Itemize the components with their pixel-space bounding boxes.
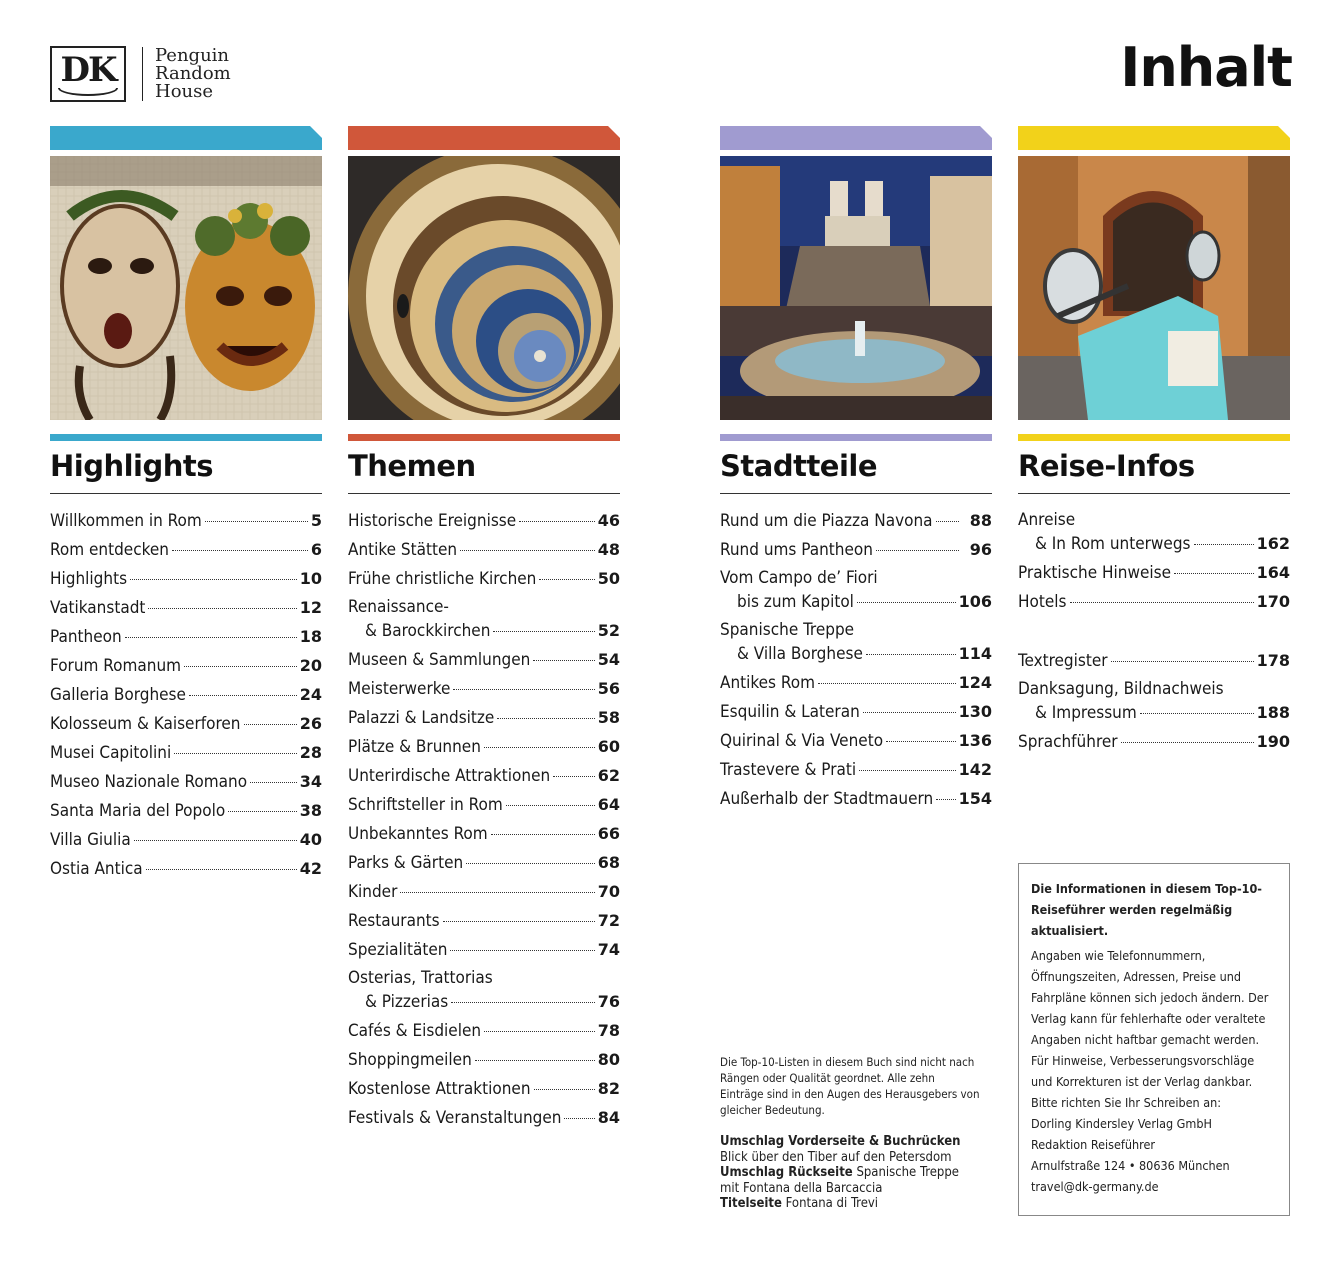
toc-entry[interactable]: [348, 906, 620, 935]
toc-entry-title: Sprachführer: [1018, 731, 1118, 752]
dot-leader: [184, 666, 297, 667]
dot-leader: [519, 521, 595, 522]
toc-page-number: 42: [299, 858, 322, 878]
dot-leader: [886, 741, 956, 742]
toc-page-number: 96: [969, 539, 992, 559]
dot-leader: [866, 654, 956, 655]
toc-entry[interactable]: [50, 767, 322, 796]
toc-entry[interactable]: [50, 564, 322, 593]
toc-page-number: 46: [597, 510, 620, 530]
toc-entry[interactable]: [50, 854, 322, 883]
dot-leader: [497, 718, 594, 719]
toc-entry[interactable]: [348, 1103, 620, 1132]
page-title: Inhalt: [1120, 36, 1292, 99]
toc-entry[interactable]: [348, 732, 620, 761]
toc-entry-title: Shoppingmeilen: [348, 1049, 472, 1070]
toc-page-number: 38: [299, 800, 322, 820]
spiral-staircase-image: [348, 156, 620, 420]
toc-entry-title-line: Anreise: [1018, 509, 1076, 530]
dot-leader: [1121, 742, 1254, 743]
section-underline: [50, 434, 322, 441]
dot-leader: [857, 602, 956, 603]
publisher-line: House: [155, 81, 214, 102]
toc-entry-title: Rund um die Piazza Navona: [720, 510, 933, 531]
toc-entry-title: Trastevere & Prati: [720, 759, 857, 780]
dk-book-logo-icon: [50, 46, 126, 102]
dot-leader: [863, 712, 956, 713]
toc-page-number: 68: [597, 852, 620, 872]
toc-entry-title-line: Osterias, Trattorias: [348, 967, 493, 988]
toc-page-number: 88: [969, 510, 992, 530]
info-lead: Die Informationen in diesem Top-10-Reiseführer werden regelmäßig aktualisiert.: [1031, 881, 1262, 938]
toc-page-number: 48: [597, 539, 620, 559]
toc-entry[interactable]: [348, 848, 620, 877]
dot-leader: [491, 834, 595, 835]
toc-page-number: 66: [597, 823, 620, 843]
toc-entry-title: Willkommen in Rom: [50, 510, 202, 531]
section-themen: [348, 126, 620, 1132]
toc-entry[interactable]: [50, 796, 322, 825]
credit-text: Fontana di Trevi: [785, 1196, 879, 1211]
section-tab: [50, 126, 322, 150]
dot-leader: [205, 521, 308, 522]
dot-leader: [1174, 573, 1254, 574]
dot-leader: [466, 863, 595, 864]
toc-entry[interactable]: [348, 703, 620, 732]
toc-page-number: 12: [299, 597, 322, 617]
toc-entry[interactable]: [50, 825, 322, 854]
vespa-scooter-image: [1018, 156, 1290, 420]
toc-entry-title: Plätze & Brunnen: [348, 736, 481, 757]
section-title: Stadtteile: [720, 449, 878, 483]
toc-page-number: 18: [299, 626, 322, 646]
toc-page-number: 62: [597, 765, 620, 785]
credit-label: Umschlag Vorderseite & Buchrücken: [720, 1134, 961, 1149]
toc-entry-title: Meisterwerke: [348, 678, 451, 699]
dk-logo: [50, 46, 231, 102]
dot-leader: [148, 608, 296, 609]
section-tab: [720, 126, 992, 150]
toc-page-number: 10: [299, 568, 322, 588]
toc-entry[interactable]: [1018, 727, 1290, 756]
dot-leader: [1070, 602, 1254, 603]
toc-entry-title: Außerhalb der Stadtmauern: [720, 788, 934, 809]
dot-leader: [451, 1002, 595, 1003]
toc-list: [1018, 506, 1290, 756]
toc-entry[interactable]: [1018, 587, 1290, 616]
toc-page-number: 52: [597, 620, 620, 640]
toc-entry-title: Museen & Sammlungen: [348, 649, 531, 670]
dot-leader: [564, 1118, 594, 1119]
toc-entry-title: Frühe christliche Kirchen: [348, 568, 537, 589]
toc-entry-title: bis zum Kapitol: [737, 591, 854, 612]
toc-page-number: 82: [597, 1078, 620, 1098]
toc-entry[interactable]: [348, 877, 620, 906]
toc-page-number: 190: [1256, 731, 1290, 751]
toc-entry-title: & Impressum: [1035, 702, 1137, 723]
toc-entry[interactable]: [348, 535, 620, 564]
dk-letters: DK: [60, 50, 116, 90]
toc-page-number: 50: [597, 568, 620, 588]
credit-label: Titelseite: [720, 1196, 782, 1211]
section-highlights: [50, 126, 322, 883]
dot-leader: [484, 1031, 595, 1032]
dot-leader: [936, 799, 955, 800]
toc-entry[interactable]: [720, 564, 992, 616]
dot-leader: [484, 747, 595, 748]
toc-page-number: 74: [597, 939, 620, 959]
dot-leader: [460, 550, 595, 551]
toc-entry[interactable]: [1018, 675, 1290, 727]
dot-leader: [1140, 713, 1254, 714]
section-title: Reise-Infos: [1018, 449, 1195, 483]
toc-entry[interactable]: [720, 506, 992, 535]
section-stadtteile: [720, 126, 992, 813]
toc-entry-title: Kinder: [348, 881, 398, 902]
toc-page-number: 54: [597, 649, 620, 669]
toc-entry[interactable]: [50, 709, 322, 738]
toc-page-number: 70: [597, 881, 620, 901]
dot-leader: [1111, 661, 1254, 662]
dot-leader: [453, 689, 594, 690]
credit-text: Spanische Treppe mit Fontana della Barcaccia: [720, 1165, 959, 1196]
toc-page-number: 5: [310, 510, 322, 530]
toc-entry[interactable]: [348, 506, 620, 535]
toc-entry-title: Unterirdische Attraktionen: [348, 765, 551, 786]
toc-entry[interactable]: [348, 935, 620, 964]
toc-entry-title: Antikes Rom: [720, 672, 816, 693]
dot-leader: [172, 550, 308, 551]
dot-leader: [228, 811, 297, 812]
toc-entry-title: Kolosseum & Kaiserforen: [50, 713, 241, 734]
toc-entry-title: & Pizzerias: [365, 991, 449, 1012]
cover-credits: [720, 1134, 980, 1212]
section-underline: [720, 434, 992, 441]
toc-page-number: 56: [597, 678, 620, 698]
toc-entry[interactable]: [348, 593, 620, 645]
publisher-address: [1031, 1113, 1277, 1197]
dot-leader: [250, 782, 297, 783]
dot-leader: [130, 579, 297, 580]
toc-list: [50, 506, 322, 883]
section-reise-infos: [1018, 126, 1290, 756]
toc-page-number: 58: [597, 707, 620, 727]
toc-entry-title: Festivals & Veranstaltungen: [348, 1107, 562, 1128]
toc-entry[interactable]: [50, 506, 322, 535]
spanish-steps-night-image: [720, 156, 992, 420]
toc-entry[interactable]: [720, 697, 992, 726]
toc-page-number: 28: [299, 742, 322, 762]
toc-page-number: 60: [597, 736, 620, 756]
toc-entry-title: Rund ums Pantheon: [720, 539, 873, 560]
toc-entry[interactable]: [50, 622, 322, 651]
toc-entry[interactable]: [50, 651, 322, 680]
toc-entry[interactable]: [1018, 646, 1290, 675]
toc-entry[interactable]: [50, 535, 322, 564]
section-title: Themen: [348, 449, 476, 483]
toc-entry-title: Museo Nazionale Romano: [50, 771, 248, 792]
toc-entry-title: Cafés & Eisdielen: [348, 1020, 482, 1041]
toc-page-number: 80: [597, 1049, 620, 1069]
toc-entry-title: Pantheon: [50, 626, 122, 647]
credit-text: Blick über den Tiber auf den Petersdom: [720, 1149, 952, 1165]
dot-leader: [553, 776, 595, 777]
dot-leader: [125, 637, 297, 638]
toc-entry-title: & In Rom unterwegs: [1035, 533, 1191, 554]
toc-entry[interactable]: [50, 738, 322, 767]
dot-leader: [859, 770, 955, 771]
info-body: Angaben wie Telefonnummern, Öffnungszeiten, Adressen, Preise und Fahrpläne können sich jedoch ändern. Der Verlag kann für fehlerhafte oder veraltete Angaben nicht haftbar gemacht werden. Für Hinweise, Verbesserungsvorschläge und Korrekturen ist der Verlag dankbar. Bitte richten Sie Ihr Schreiben an:: [1031, 948, 1269, 1110]
section-underline: [1018, 434, 1290, 441]
toc-entry-title: Hotels: [1018, 591, 1067, 612]
toc-entry-title: Spezialitäten: [348, 939, 448, 960]
toc-page-number: 40: [299, 829, 322, 849]
toc-entry-title: Parks & Gärten: [348, 852, 464, 873]
dot-leader: [1194, 544, 1254, 545]
toc-page-number: 164: [1256, 562, 1290, 582]
toc-entry-title: Textregister: [1018, 650, 1108, 671]
dot-leader: [936, 521, 959, 522]
toc-page-number: 124: [958, 672, 992, 692]
toc-entry-title: Musei Capitolini: [50, 742, 172, 763]
dot-leader: [876, 550, 959, 551]
toc-entry-title: Praktische Hinweise: [1018, 562, 1172, 583]
toc-entry-title: & Barockkirchen: [365, 620, 491, 641]
toc-entry-title: Historische Ereignisse: [348, 510, 517, 531]
toc-entry[interactable]: [348, 964, 620, 1016]
toc-page-number: 6: [310, 539, 322, 559]
section-underline: [348, 434, 620, 441]
toc-entry-title-line: Renaissance-: [348, 596, 449, 617]
contact-email[interactable]: travel@dk-germany.de: [1031, 1179, 1159, 1194]
toc-entry-title: Restaurants: [348, 910, 440, 931]
toc-entry[interactable]: [720, 616, 992, 668]
toc-page-number: 24: [299, 684, 322, 704]
toc-entry[interactable]: [348, 674, 620, 703]
toc-page-number: 64: [597, 794, 620, 814]
dot-leader: [189, 695, 297, 696]
toc-entry-title: Unbekanntes Rom: [348, 823, 488, 844]
dot-leader: [539, 579, 594, 580]
toc-entry-title: & Villa Borghese: [737, 643, 863, 664]
toc-entry-title: Villa Giulia: [50, 829, 131, 850]
toc-entry-title: Santa Maria del Popolo: [50, 800, 226, 821]
toc-entry-title: Forum Romanum: [50, 655, 182, 676]
toc-entry-title: Antike Stätten: [348, 539, 458, 560]
toc-entry-title: Esquilin & Lateran: [720, 701, 860, 722]
toc-page-number: 136: [958, 730, 992, 750]
toc-page-number: 170: [1256, 591, 1290, 611]
toc-page-number: 178: [1256, 650, 1290, 670]
top10-note: Die Top-10-Listen in diesem Buch sind nicht nach Rängen oder Qualität geordnet. Alle zehn Einträge sind in den Augen des Herausgebers von gleicher Bedeutung.: [720, 1055, 980, 1117]
section-tab: [348, 126, 620, 150]
toc-page-number: 78: [597, 1020, 620, 1040]
toc-entry[interactable]: [348, 564, 620, 593]
toc-entry-title-line: Danksagung, Bildnachweis: [1018, 678, 1224, 699]
toc-entry[interactable]: [348, 645, 620, 674]
toc-list: [348, 506, 620, 1132]
toc-page-number: 20: [299, 655, 322, 675]
toc-entry[interactable]: [50, 680, 322, 709]
toc-entry-title: Ostia Antica: [50, 858, 143, 879]
toc-entry-title: Vatikanstadt: [50, 597, 146, 618]
toc-entry-title-line: Vom Campo de’ Fiori: [720, 567, 878, 588]
address-line: Redaktion Reiseführer: [1031, 1137, 1156, 1152]
dot-leader: [450, 950, 594, 951]
toc-entry-title-line: Spanische Treppe: [720, 619, 855, 640]
toc-entry[interactable]: [348, 761, 620, 790]
dot-leader: [533, 660, 594, 661]
toc-entry[interactable]: [720, 784, 992, 813]
toc-entry-title: Kostenlose Attraktionen: [348, 1078, 531, 1099]
toc-entry[interactable]: [348, 819, 620, 848]
section-title: Highlights: [50, 449, 214, 483]
dot-leader: [400, 892, 594, 893]
toc-entry[interactable]: [720, 668, 992, 697]
toc-entry[interactable]: [50, 593, 322, 622]
toc-entry-title: Highlights: [50, 568, 128, 589]
address-line: Dorling Kindersley Verlag GmbH: [1031, 1116, 1212, 1131]
toc-entry-title: Palazzi & Landsitze: [348, 707, 495, 728]
toc-entry[interactable]: [720, 755, 992, 784]
section-tab: [1018, 126, 1290, 150]
toc-entry[interactable]: [348, 1074, 620, 1103]
toc-page-number: 114: [958, 643, 992, 663]
toc-list: [720, 506, 992, 813]
update-info-box: [1018, 863, 1290, 1216]
toc-page-number: 130: [958, 701, 992, 721]
dot-leader: [818, 683, 956, 684]
toc-page-number: 106: [958, 591, 992, 611]
publisher-line: Penguin: [155, 45, 230, 66]
dot-leader: [493, 631, 594, 632]
dot-leader: [134, 840, 297, 841]
toc-entry[interactable]: [1018, 506, 1290, 558]
toc-page-number: 188: [1256, 702, 1290, 722]
dot-leader: [443, 921, 595, 922]
publisher-line: Random: [155, 63, 231, 84]
toc-entry-title: Quirinal & Via Veneto: [720, 730, 884, 751]
toc-entry[interactable]: [720, 726, 992, 755]
toc-entry[interactable]: [348, 1045, 620, 1074]
toc-entry-title: Rom entdecken: [50, 539, 169, 560]
toc-entry[interactable]: [348, 790, 620, 819]
dot-leader: [534, 1089, 595, 1090]
toc-page-number: 84: [597, 1107, 620, 1127]
toc-page-number: 154: [958, 788, 992, 808]
dot-leader: [244, 724, 297, 725]
toc-page-number: 34: [299, 771, 322, 791]
toc-entry-title: Galleria Borghese: [50, 684, 186, 705]
dot-leader: [506, 805, 595, 806]
publisher-name: [155, 47, 231, 101]
toc-page-number: 76: [597, 991, 620, 1011]
toc-page-number: 142: [958, 759, 992, 779]
dot-leader: [174, 753, 297, 754]
theatre-masks-mosaic-image: [50, 156, 322, 420]
address-line: Arnulfstraße 124 • 80636 München: [1031, 1158, 1230, 1173]
toc-entry[interactable]: [720, 535, 992, 564]
toc-page-number: 26: [299, 713, 322, 733]
toc-entry[interactable]: [1018, 558, 1290, 587]
dot-leader: [146, 869, 297, 870]
toc-page-number: 72: [597, 910, 620, 930]
credit-label: Umschlag Rückseite: [720, 1165, 853, 1180]
toc-page-number: 162: [1256, 533, 1290, 553]
dot-leader: [475, 1060, 595, 1061]
toc-entry[interactable]: [348, 1016, 620, 1045]
toc-entry-title: Schriftsteller in Rom: [348, 794, 503, 815]
